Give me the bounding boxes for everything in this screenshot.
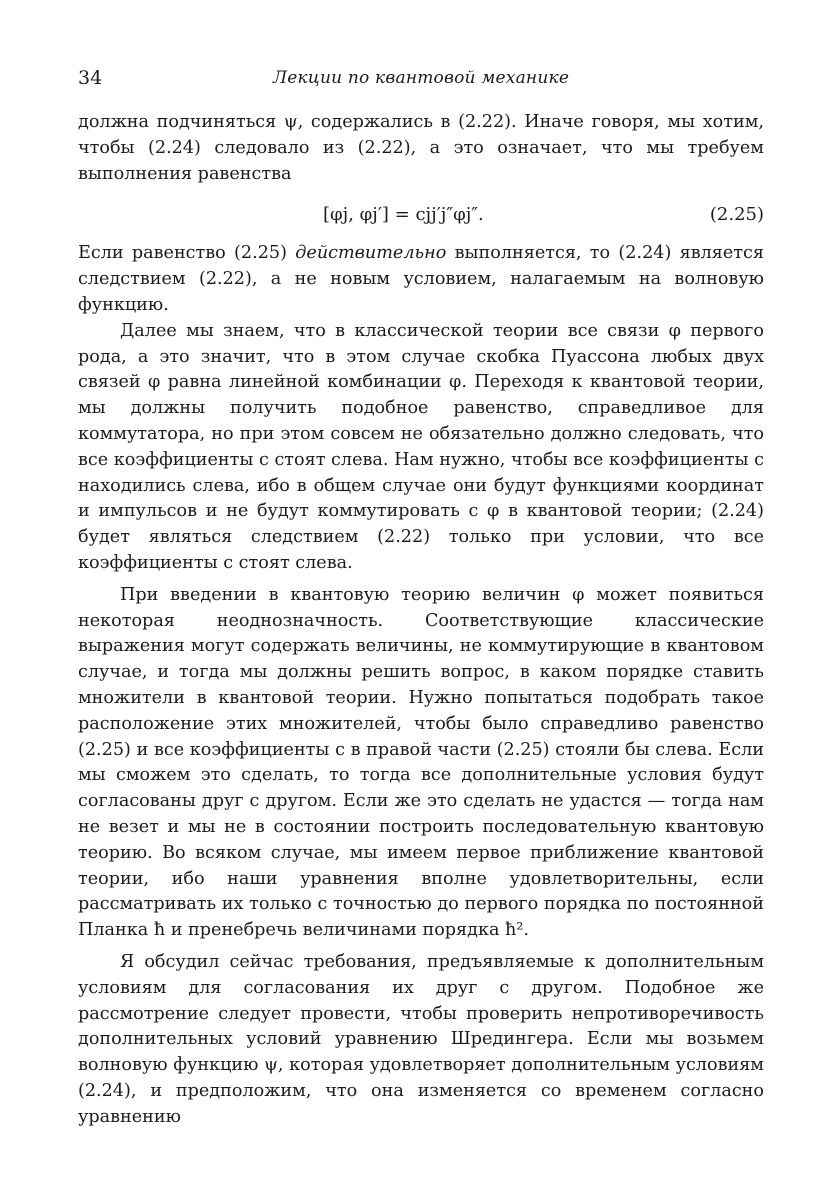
paragraph-consequence	[78, 241, 764, 318]
equation-formula: [φj, φj′] = cjj′j″φj″.	[323, 204, 484, 226]
paragraph-consequence-start: Если равенство (2.25)	[78, 243, 296, 264]
paragraph-continuation: должна подчиняться ψ, содержались в (2.22). Иначе говоря, мы хотим, чтобы (2.24) следовало из (2.22), а это означает, что мы требуем выполнения равенства	[78, 112, 764, 184]
page-header	[78, 64, 764, 92]
page-number: 34	[78, 67, 103, 89]
paragraph-classical-theory: Далее мы знаем, что в классической теории все связи φ первого рода, а это значит, что в этом случае скобка Пуассона любых двух связей φ равна линейной комбинации φ. Переходя к квантовой теории, мы должны получить подобное равенство, справедливое для коммутатора, но при этом совсем не обязательно должно следовать, что все коэффициенты c стоят слева. Нам нужно, чтобы все коэффициенты c находились слева, ибо в общем случае они будут функциями координат и импульсов и не будут коммутировать с φ в квантовой теории; (2.24) будет являться следствием (2.22) только при условии, что все коэффициенты c стоят слева.	[78, 320, 764, 573]
running-title: Лекции по квантовой механике	[272, 68, 570, 88]
body-text	[78, 110, 764, 1130]
paragraph-schrodinger: Я обсудил сейчас требования, предъявляемые к дополнительным условиям для согласования их друг с другом. Подобное же рассмотрение следует провести, чтобы проверить непротиворечивость дополнительных условий уравнению Шредингера. Если мы возьмем волновую функцию ψ, которая удовлетворяет дополнительным условиям (2.24), и предположим, что она изменяется со временем согласно уравнению	[78, 951, 764, 1127]
equation-2-25	[78, 201, 764, 229]
emphasis-word: действительно	[295, 243, 447, 264]
paragraph-ambiguity: При введении в квантовую теорию величин φ может появиться некоторая неоднозначность. Соответствующие классические выражения могут содержать величины, не коммутирующие в квантовом случае, и тогда мы должны решить вопрос, в каком порядке ставить множители в квантовой теории. Нужно попытаться подобрать такое расположение этих множителей, чтобы было справедливо равенство (2.25) и все коэффициенты c в правой части (2.25) стояли бы слева. Если мы сможем это сделать, то тогда все дополнительные условия будут согласованы друг с другом. Если же это сделать не удастся — тогда нам не везет и мы не в состоянии построить последовательную квантовую теорию. Во всяком случае, мы имеем первое приближение квантовой теории, ибо наши уравнения вполне удовлетворительны, если рассматривать их только с точностью до первого порядка по постоянной Планка ħ и пренебречь величинами порядка ħ².	[78, 584, 764, 941]
equation-number: (2.25)	[709, 204, 764, 226]
paragraph-consequence-end: выполняется, то (2.24) является следствием (2.22), а не новым условием, налагаемым на волновую функцию.	[78, 243, 764, 315]
